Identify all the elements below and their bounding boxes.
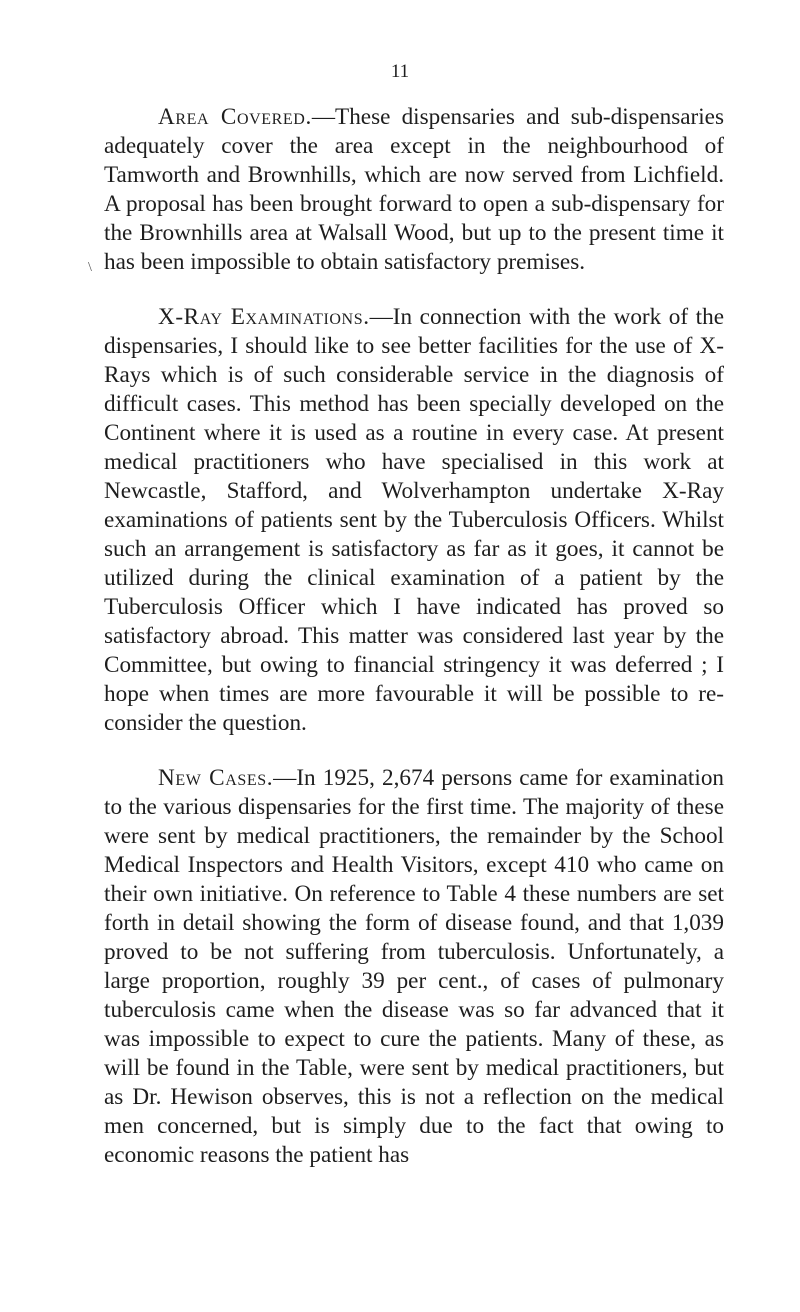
paragraph-area-covered — [104, 103, 724, 277]
paragraph-heading: X-Ray Examinations. — [158, 304, 370, 330]
paragraph-heading: New Cases. — [158, 765, 274, 791]
body-text — [104, 103, 724, 1196]
page-number: 11 — [390, 61, 410, 82]
paragraph-text: —In connection with the work of the dispensaries, I should like to see better facilities for the use of X-Rays which is of such considerable service in the diagnosis of difficult cases. This method has been specially developed on the Continent where it is used as a routine in every case. At present medical practitioners who have specialised in this work at Newcastle, Stafford, and Wolverhampton undertake X-Ray examinations of patients sent by the Tuberculosis Officers. Whilst such an arrangement is satisfactory as far as it goes, it cannot be utilized during the clinical examination of a patient by the Tuberculosis Officer which I have indicated has proved so satisfactory abroad. This matter was considered last year by the Committee, but owing to financial stringency it was deferred ; I hope when times are more favourable it will be possible to re-consider the question. — [104, 304, 724, 736]
paragraph-heading: Area Covered. — [158, 104, 312, 130]
paragraph-new-cases — [104, 764, 724, 1170]
paragraph-text: —In 1925, 2,674 persons came for examination to the various dispensaries for the first time. The majority of these were sent by medical practitioners, the remainder by the School Medical Inspectors and Health Visitors, except 410 who came on their own initiative. On reference to Table 4 these numbers are set forth in detail showing the form of disease found, and that 1,039 proved to be not suffering from tuberculosis. Unfortunately, a large proportion, roughly 39 per cent., of cases of pulmonary tuberculosis came when the disease was so far advanced that it was impossible to expect to cure the patients. Many of these, as will be found in the Table, were sent by medical practitioners, but as Dr. Hewison observes, this is not a reflection on the medical men concerned, but is simply due to the fact that owing to economic reasons the patient has — [104, 765, 725, 1168]
paragraph-text: —These dispensaries and sub-dispensaries adequately cover the area except in the neighbourhood of Tamworth and Brownhills, which are now served from Lichfield. A proposal has been brought forward to open a sub-dispensary for the Brownhills area at Walsall Wood, but up to the present time it has been impossible to obtain satisfactory premises. — [104, 104, 724, 275]
margin-mark: \ — [88, 260, 92, 275]
paragraph-x-ray-examinations — [104, 303, 724, 738]
